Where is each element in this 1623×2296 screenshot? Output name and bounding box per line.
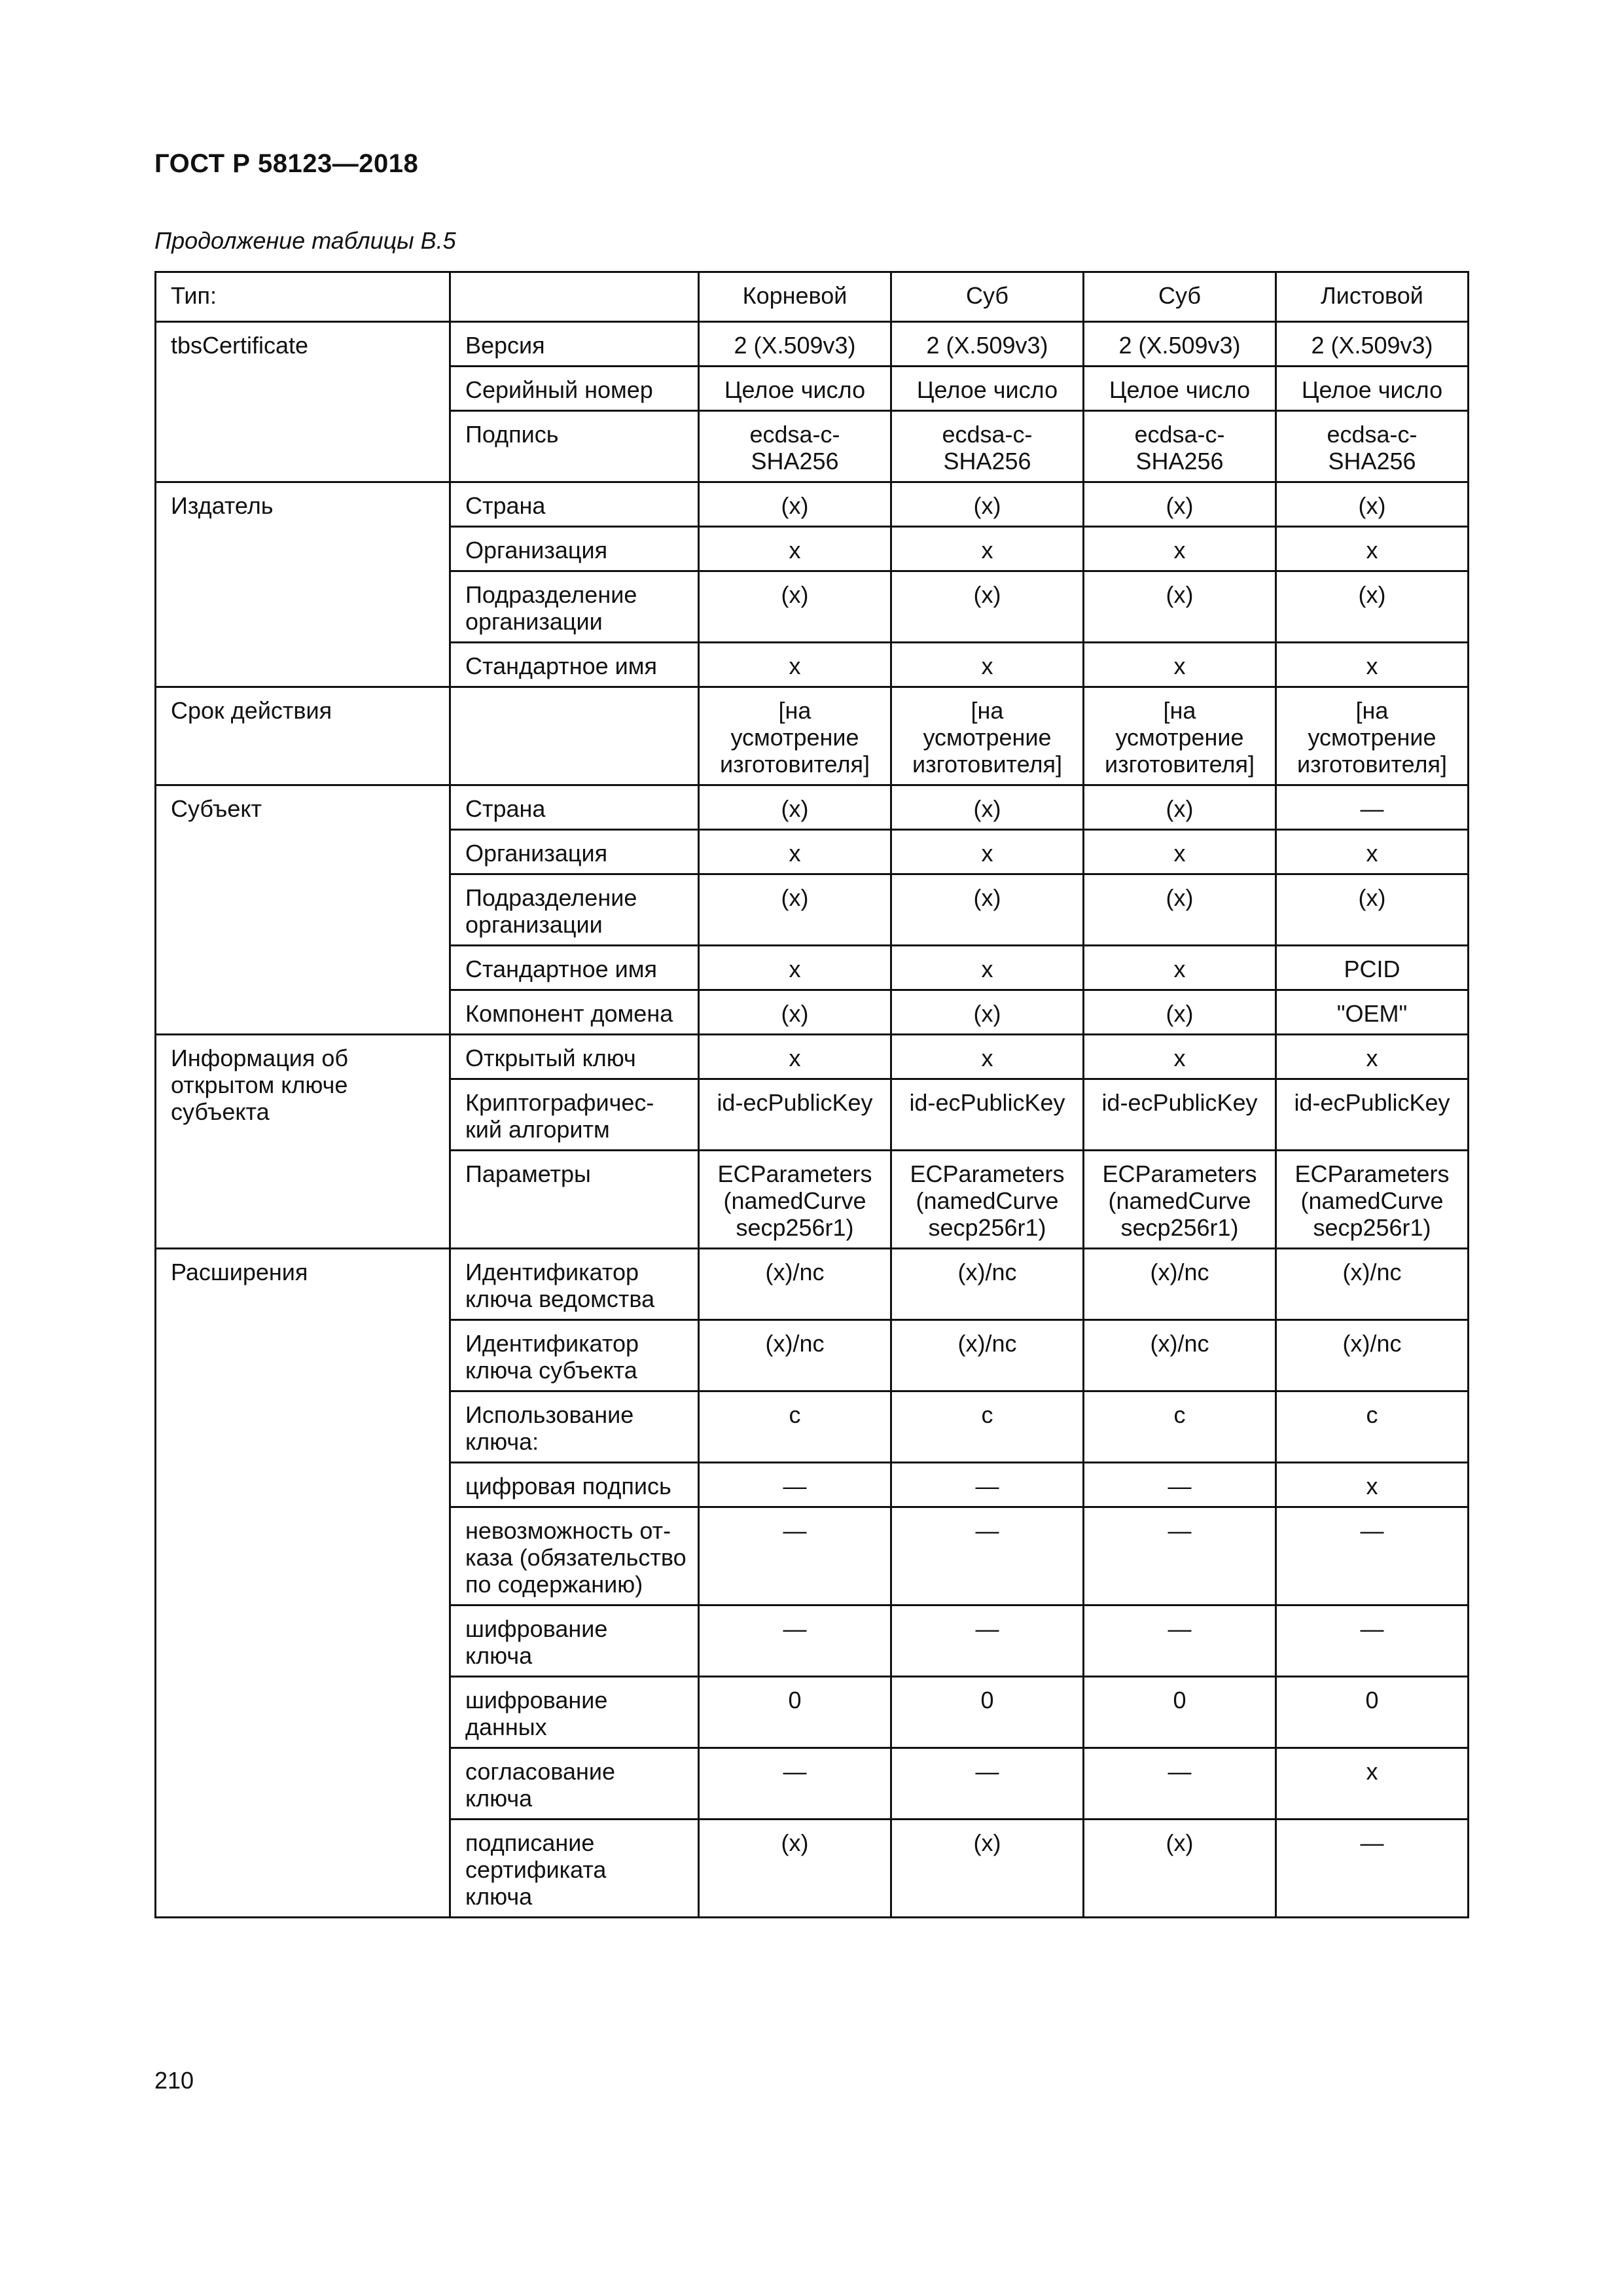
value-cell-sub-2: (x) <box>1084 571 1276 643</box>
value-cell-root: (x) <box>699 571 891 643</box>
table-row <box>156 322 1469 367</box>
field-name-cell: Стандартное имя <box>450 643 699 687</box>
value-cell-root: Целое число <box>699 367 891 411</box>
value-cell-leaf: Целое число <box>1276 367 1469 411</box>
value-cell-leaf: [на усмотрение изготовителя] <box>1276 687 1469 785</box>
field-name-cell: невозможность от- каза (обязательство по содержанию) <box>450 1507 699 1605</box>
field-name-cell: Серийный номер <box>450 367 699 411</box>
value-cell-sub-1: [на усмотрение изготовителя] <box>891 687 1084 785</box>
field-name-cell: Идентификатор ключа субъекта <box>450 1320 699 1391</box>
value-cell-sub-2: Целое число <box>1084 367 1276 411</box>
value-cell-sub-1: id-ecPublicKey <box>891 1079 1084 1151</box>
value-cell-leaf: x <box>1276 1463 1469 1507</box>
value-cell-leaf: x <box>1276 1035 1469 1079</box>
field-name-cell: Версия <box>450 322 699 367</box>
value-cell-root: — <box>699 1507 891 1605</box>
value-cell-sub-2: [на усмотрение изготовителя] <box>1084 687 1276 785</box>
value-cell-root: 2 (X.509v3) <box>699 322 891 367</box>
value-cell-leaf: (x)/nc <box>1276 1320 1469 1391</box>
value-cell-root: (x) <box>699 990 891 1035</box>
value-cell-root: (x) <box>699 785 891 830</box>
value-cell-leaf: c <box>1276 1391 1469 1463</box>
value-cell-root: ecdsa-c- SHA256 <box>699 411 891 482</box>
table-row <box>156 785 1469 830</box>
value-cell-sub-2: x <box>1084 1035 1276 1079</box>
document-title: ГОСТ Р 58123—2018 <box>154 149 419 178</box>
value-cell-leaf: ecdsa-c- SHA256 <box>1276 411 1469 482</box>
table-row <box>156 482 1469 527</box>
value-cell-leaf: (x) <box>1276 482 1469 527</box>
value-cell-root: [на усмотрение изготовителя] <box>699 687 891 785</box>
value-cell-sub-1: — <box>891 1605 1084 1677</box>
table-body <box>156 272 1469 1918</box>
group-label: tbsCertificate <box>156 322 450 482</box>
table-row <box>156 1249 1469 1320</box>
value-cell-leaf: id-ecPublicKey <box>1276 1079 1469 1151</box>
value-cell-sub-2: x <box>1084 527 1276 571</box>
header-field-label <box>450 272 699 322</box>
value-cell-sub-2: (x) <box>1084 1820 1276 1918</box>
group-label: Информация об открытом ключе субъекта <box>156 1035 450 1249</box>
value-cell-sub-1: x <box>891 830 1084 874</box>
field-name-cell: согласование ключа <box>450 1748 699 1820</box>
field-name-cell: Использование ключа: <box>450 1391 699 1463</box>
value-cell-root: (x) <box>699 482 891 527</box>
header-type-label: Тип: <box>156 272 450 322</box>
field-name-cell: Стандартное имя <box>450 946 699 990</box>
field-name-cell: Организация <box>450 830 699 874</box>
value-cell-sub-2: (x) <box>1084 785 1276 830</box>
value-cell-sub-1: c <box>891 1391 1084 1463</box>
value-cell-sub-1: (x)/nc <box>891 1249 1084 1320</box>
value-cell-sub-1: ecdsa-c- SHA256 <box>891 411 1084 482</box>
column-header-sub-1: Суб <box>891 272 1084 322</box>
value-cell-sub-2: x <box>1084 830 1276 874</box>
value-cell-root: (x) <box>699 1820 891 1918</box>
value-cell-root: (x)/nc <box>699 1320 891 1391</box>
value-cell-sub-2: c <box>1084 1391 1276 1463</box>
value-cell-leaf: — <box>1276 1507 1469 1605</box>
group-label: Расширения <box>156 1249 450 1918</box>
field-name-cell: Подразделение организации <box>450 874 699 946</box>
value-cell-sub-1: x <box>891 1035 1084 1079</box>
field-name-cell: цифровая подпись <box>450 1463 699 1507</box>
value-cell-root: x <box>699 830 891 874</box>
value-cell-root: — <box>699 1748 891 1820</box>
value-cell-sub-1: x <box>891 527 1084 571</box>
field-name-cell: Подразделение организации <box>450 571 699 643</box>
value-cell-sub-2: — <box>1084 1507 1276 1605</box>
value-cell-sub-1: — <box>891 1463 1084 1507</box>
table-row <box>156 1035 1469 1079</box>
value-cell-sub-2: 0 <box>1084 1677 1276 1748</box>
group-label: Издатель <box>156 482 450 687</box>
value-cell-root: x <box>699 1035 891 1079</box>
field-name-cell: шифрование данных <box>450 1677 699 1748</box>
value-cell-leaf: ECParameters (namedCurve secp256r1) <box>1276 1151 1469 1249</box>
value-cell-sub-2: (x) <box>1084 874 1276 946</box>
value-cell-sub-1: 2 (X.509v3) <box>891 322 1084 367</box>
value-cell-sub-2: x <box>1084 643 1276 687</box>
table-caption: Продолжение таблицы В.5 <box>154 227 456 254</box>
table-header-row <box>156 272 1469 322</box>
value-cell-sub-2: ecdsa-c- SHA256 <box>1084 411 1276 482</box>
value-cell-root: x <box>699 527 891 571</box>
value-cell-leaf: — <box>1276 1605 1469 1677</box>
value-cell-sub-1: Целое число <box>891 367 1084 411</box>
field-name-cell: Параметры <box>450 1151 699 1249</box>
field-name-cell: Открытый ключ <box>450 1035 699 1079</box>
value-cell-sub-2: (x)/nc <box>1084 1249 1276 1320</box>
value-cell-sub-1: (x) <box>891 785 1084 830</box>
value-cell-sub-1: (x)/nc <box>891 1320 1084 1391</box>
value-cell-root: x <box>699 946 891 990</box>
value-cell-sub-2: (x)/nc <box>1084 1320 1276 1391</box>
value-cell-sub-2: ECParameters (namedCurve secp256r1) <box>1084 1151 1276 1249</box>
value-cell-leaf: PCID <box>1276 946 1469 990</box>
value-cell-sub-1: 0 <box>891 1677 1084 1748</box>
field-name-cell: Криптографичес- кий алгоритм <box>450 1079 699 1151</box>
value-cell-leaf: x <box>1276 643 1469 687</box>
value-cell-leaf: x <box>1276 830 1469 874</box>
value-cell-root: ECParameters (namedCurve secp256r1) <box>699 1151 891 1249</box>
value-cell-sub-1: x <box>891 643 1084 687</box>
field-name-cell: Подпись <box>450 411 699 482</box>
value-cell-leaf: (x)/nc <box>1276 1249 1469 1320</box>
field-name-cell: подписание сертификата ключа <box>450 1820 699 1918</box>
value-cell-sub-2: id-ecPublicKey <box>1084 1079 1276 1151</box>
value-cell-leaf: — <box>1276 1820 1469 1918</box>
field-name-cell: Компонент домена <box>450 990 699 1035</box>
value-cell-sub-2: x <box>1084 946 1276 990</box>
group-label: Субъект <box>156 785 450 1035</box>
value-cell-leaf: 0 <box>1276 1677 1469 1748</box>
value-cell-sub-1: ECParameters (namedCurve secp256r1) <box>891 1151 1084 1249</box>
certificate-profile-table <box>154 271 1469 1918</box>
value-cell-sub-2: 2 (X.509v3) <box>1084 322 1276 367</box>
value-cell-leaf: x <box>1276 527 1469 571</box>
field-name-cell: шифрование ключа <box>450 1605 699 1677</box>
value-cell-root: x <box>699 643 891 687</box>
column-header-root: Корневой <box>699 272 891 322</box>
field-name-cell: Идентификатор ключа ведомства <box>450 1249 699 1320</box>
value-cell-leaf: — <box>1276 785 1469 830</box>
value-cell-sub-2: — <box>1084 1463 1276 1507</box>
value-cell-root: c <box>699 1391 891 1463</box>
field-name-cell <box>450 687 699 785</box>
value-cell-leaf: (x) <box>1276 874 1469 946</box>
value-cell-sub-1: (x) <box>891 571 1084 643</box>
value-cell-sub-1: (x) <box>891 874 1084 946</box>
value-cell-root: — <box>699 1605 891 1677</box>
value-cell-root: 0 <box>699 1677 891 1748</box>
value-cell-sub-1: x <box>891 946 1084 990</box>
value-cell-leaf: (x) <box>1276 571 1469 643</box>
value-cell-sub-2: (x) <box>1084 990 1276 1035</box>
value-cell-sub-1: (x) <box>891 990 1084 1035</box>
table-row <box>156 687 1469 785</box>
value-cell-root: (x)/nc <box>699 1249 891 1320</box>
value-cell-sub-1: (x) <box>891 482 1084 527</box>
value-cell-sub-2: (x) <box>1084 482 1276 527</box>
value-cell-leaf: "OEM" <box>1276 990 1469 1035</box>
field-name-cell: Страна <box>450 785 699 830</box>
value-cell-sub-1: — <box>891 1507 1084 1605</box>
field-name-cell: Страна <box>450 482 699 527</box>
group-label: Срок действия <box>156 687 450 785</box>
value-cell-leaf: 2 (X.509v3) <box>1276 322 1469 367</box>
value-cell-root: — <box>699 1463 891 1507</box>
field-name-cell: Организация <box>450 527 699 571</box>
value-cell-sub-2: — <box>1084 1748 1276 1820</box>
column-header-leaf: Листовой <box>1276 272 1469 322</box>
value-cell-sub-2: — <box>1084 1605 1276 1677</box>
page-number: 210 <box>154 2067 194 2094</box>
value-cell-root: (x) <box>699 874 891 946</box>
column-header-sub-2: Суб <box>1084 272 1276 322</box>
value-cell-sub-1: — <box>891 1748 1084 1820</box>
value-cell-sub-1: (x) <box>891 1820 1084 1918</box>
value-cell-leaf: x <box>1276 1748 1469 1820</box>
value-cell-root: id-ecPublicKey <box>699 1079 891 1151</box>
